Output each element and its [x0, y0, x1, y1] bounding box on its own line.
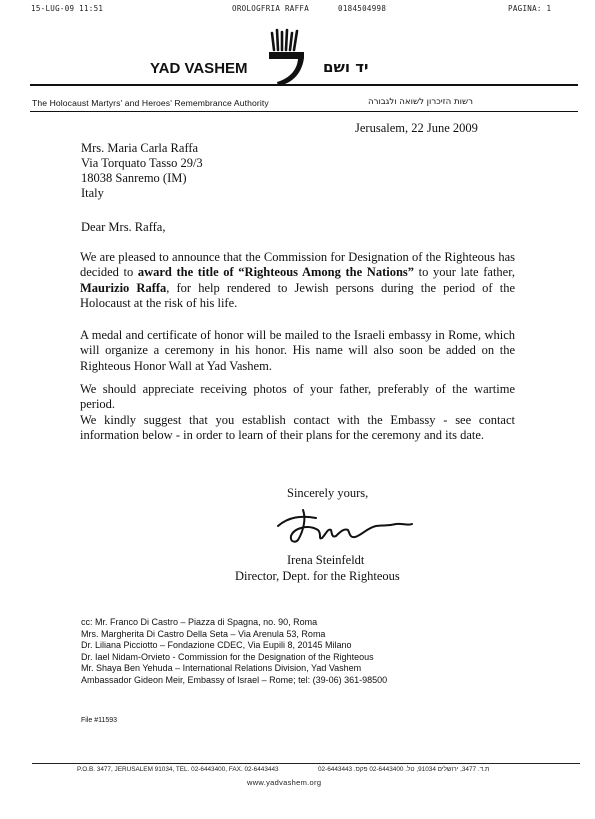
paragraph-text: , for help rendered to Jewish persons during the period of the Holocaust at the risk of his life.: [80, 280, 515, 311]
cc-list: [81, 617, 387, 687]
footer-rule: [32, 763, 580, 764]
paragraph-photos: We should appreciate receiving photos of your father, preferably of the wartime period.: [80, 382, 515, 412]
letterhead-rule-top: [30, 84, 578, 86]
cc-item: Dr. Iael Nidam-Orvieto - Commission for the Designation of the Righteous: [81, 651, 374, 662]
recipient-line: Via Torquato Tasso 29/3: [81, 156, 203, 170]
paragraph-embassy: We kindly suggest that you establish contact with the Embassy - see contact information below - in order to learn of their plans for the ceremony and its date.: [80, 413, 515, 443]
cc-item: cc: Mr. Franco Di Castro – Piazza di Spagna, no. 90, Roma: [81, 617, 318, 627]
cc-item: Mrs. Margherita Di Castro Della Seta – Via Arenula 53, Roma: [81, 628, 326, 639]
paragraph-text: We are pleased to announce that the Commission for Designation of the Righteous has decided to: [80, 250, 515, 280]
honoree-name: Maurizio Raffa: [80, 280, 167, 295]
fax-page: PAGINA: 1: [508, 4, 552, 13]
salutation: Dear Mrs. Raffa,: [81, 220, 166, 234]
authority-name-he: רשות הזיכרון לשואה ולגבורה: [368, 97, 473, 107]
footer-address-en: P.O.B. 3477, JERUSALEM 91034, TEL. 02-6443400, FAX. 02-6443443: [77, 766, 279, 773]
cc-item: Dr. Liliana Picciotto – Fondazione CDEC, Via Eupili 8, 20145 Milano: [81, 640, 352, 651]
paragraph-text: to your late father,: [414, 265, 516, 280]
recipient-line: Italy: [81, 186, 104, 200]
paragraph-medal: A medal and certificate of honor will be mailed to the Israeli embassy in Rome, which will organize a ceremony in his honor. His name will also soon be added on the Righteous Honor Wall at Yad Vashem.: [80, 328, 515, 373]
letterhead-rule-bottom: [30, 111, 578, 112]
fax-datetime: 15-LUG-09 11:51: [31, 4, 104, 13]
place-date: Jerusalem, 22 June 2009: [355, 121, 478, 135]
fax-sender: OROLOGFRIA RAFFA: [232, 4, 310, 13]
paragraph-award: [80, 250, 515, 312]
yad-vashem-name-he: יד ושם: [323, 58, 369, 76]
award-title: award the title of “Righteous Among the Nations”: [137, 265, 415, 280]
footer-address-he: ת.ד. 3477, ירושלים 91034, טל. 02-6443400 פקס. 02-6443443: [318, 766, 490, 773]
closing: Sincerely yours,: [287, 486, 369, 500]
recipient-line: Mrs. Maria Carla Raffa: [81, 141, 199, 155]
website: www.yadvashem.org: [247, 778, 322, 787]
fax-number: 0184504998: [338, 4, 387, 13]
recipient-line: 18038 Sanremo (IM): [81, 171, 187, 185]
yad-vashem-name-en: YAD VASHEM: [150, 60, 248, 77]
signer-name: Irena Steinfeldt: [287, 553, 365, 567]
authority-name-en: The Holocaust Martyrs' and Heroes' Remembrance Authority: [32, 98, 269, 108]
signer-title: Director, Dept. for the Righteous: [235, 569, 400, 583]
signature: [270, 504, 420, 546]
cc-item: Mr. Shaya Ben Yehuda – International Relations Division, Yad Vashem: [81, 663, 362, 674]
cc-item: Ambassador Gideon Meir, Embassy of Israel – Rome; tel: (39-06) 361-98500: [81, 674, 388, 685]
file-reference: File #11593: [81, 717, 118, 724]
